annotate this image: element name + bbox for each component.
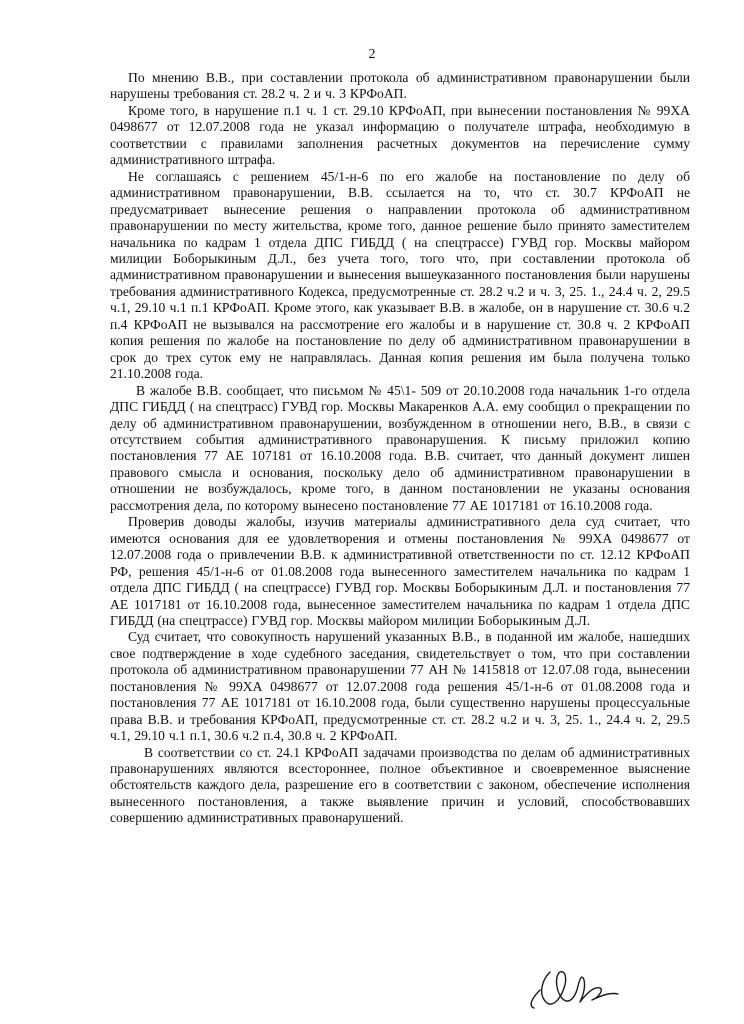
paragraph-1: По мнению В.В., при составлении протокола об административном правонарушении были нарушены требования ст. 28.2 ч. 2 и ч. 3 КРФоАП. bbox=[110, 70, 690, 102]
page-number: 2 bbox=[368, 47, 376, 62]
paragraph-6: Суд считает, что совокупность нарушений указанных В.В., в поданной им жалобе, нашедших свое подтверждение в ходе судебного заседания, свидетельствует о том, что при составлении протокола об административном правонарушении 77 АН № 1415818 от 12.07.08 года, вынесении постановления № 99ХА 0498677 от 12.07.2008 года решения 45/1-н-6 от 01.08.2008 года и постановления 77 АЕ 1017181 от 16.10.2008 года, были существенно нарушены процессуальные права В.В. и требования КРФоАП, предусмотренные ст. ст. 28.2 ч.2 и ч. 3, 25. 1., 24.4 ч. 2, 29.5 ч.1, 29.10 ч.1 п.1, 30.6 ч.2 п.4, 30.8 ч. 2 КРФоАП. bbox=[110, 629, 690, 744]
paragraph-7: В соответствии со ст. 24.1 КРФоАП задачами производства по делам об административных правонарушениях являются всестороннее, полное объективное и своевременное выяснение обстоятельств каждого дела, разрешение его в соответствии с законом, обеспечение исполнения вынесенного постановления, а также выявление причин и условий, способствовавших совершению административных правонарушений. bbox=[110, 744, 690, 826]
paragraph-4: В жалобе В.В. сообщает, что письмом № 45\1- 509 от 20.10.2008 года начальник 1-го отдела ДПС ГИБДД ( на спецтрасс) ГУВД гор. Москвы Макаренков А.А. ему сообщил о прекращении по делу об административном правонарушении, возбужденном в отношении него, В.В., в связи с отсутствием события административного правонарушения. К письму приложил копию постановления 77 АЕ 107181 от 16.10.2008 года. В.В. считает, что данный документ лишен правового смысла и основания, поскольку дело об административном правонарушении в отношении не возбуждалось, кроме того, в данном постановлении не указаны основания рассмотрения дела, по которому вынесено постановление 77 АЕ 1017181 от 16.10.2008 года. bbox=[110, 382, 690, 513]
paragraph-2: Кроме того, в нарушение п.1 ч. 1 ст. 29.10 КРФоАП, при вынесении постановления № 99ХА 0498677 от 12.07.2008 года не указал информацию о получателе штрафа, необходимую в соответствии с правилами заполнения расчетных документов на перечисление сумму административного штрафа. bbox=[110, 102, 690, 168]
handwritten-signature bbox=[520, 950, 630, 1012]
paragraph-5: Проверив доводы жалобы, изучив материалы административного дела суд считает, что имеются основания для ее удовлетворения и отмены постановления № 99ХА 0498677 от 12.07.2008 года о привлечении В.В. к административной ответственности по ст. 12.12 КРФоАП РФ, решения 45/1-н-6 от 01.08.2008 года вынесенного заместителем начальника по кадрам 1 отдела ДПС ГИБДД ( на спецтрассе) ГУВД гор. Москвы Боборыкиным Д.Л. и постановления 77 АЕ 1017181 от 16.10.2008 года, вынесенное заместителем начальника по кадрам 1 отдела ДПС ГИБДД (на спецтрассе) ГУВД гор. Москвы майором милиции Боборыкиным Д.Л. bbox=[110, 514, 690, 628]
paragraph-3: Не соглашаясь с решением 45/1-н-6 по его жалобе на постановление по делу об административном правонарушении, В.В. ссылается на то, что ст. 30.7 КРФоАП не предусматривает вынесение решения о направлении протокола об административном правонарушении по месту жительства, кроме того, данное решение было принято заместителем начальника по кадрам 1 отдела ДПС ГИБДД ( на спецтрассе) ГУВД гор. Москвы майором милиции Боборыкиным Д.Л., без учета того, того что, при составлении протокола об административном правонарушении и вынесения вышеуказанного постановления были нарушены требования административного Кодекса, предусмотренные ст. 28.2 ч.2 и ч. 3, 25. 1., 24.4 ч. 2, 29.5 ч.1, 29.10 ч.1 п.1 КРФоАП. Кроме этого, как указывает В.В. в жалобе, он в нарушение ст. 30.6 ч.2 п.4 КРФоАП не вызывался на рассмотрение его жалобы и в нарушение ст. 30.8 ч. 2 КРФоАП копия решения по жалобе на постановление по делу об административном правонарушении в срок до трех суток ему не направлялась. Данная копия решения им была получена только 21.10.2008 года. bbox=[110, 168, 690, 382]
document-body bbox=[110, 70, 690, 827]
